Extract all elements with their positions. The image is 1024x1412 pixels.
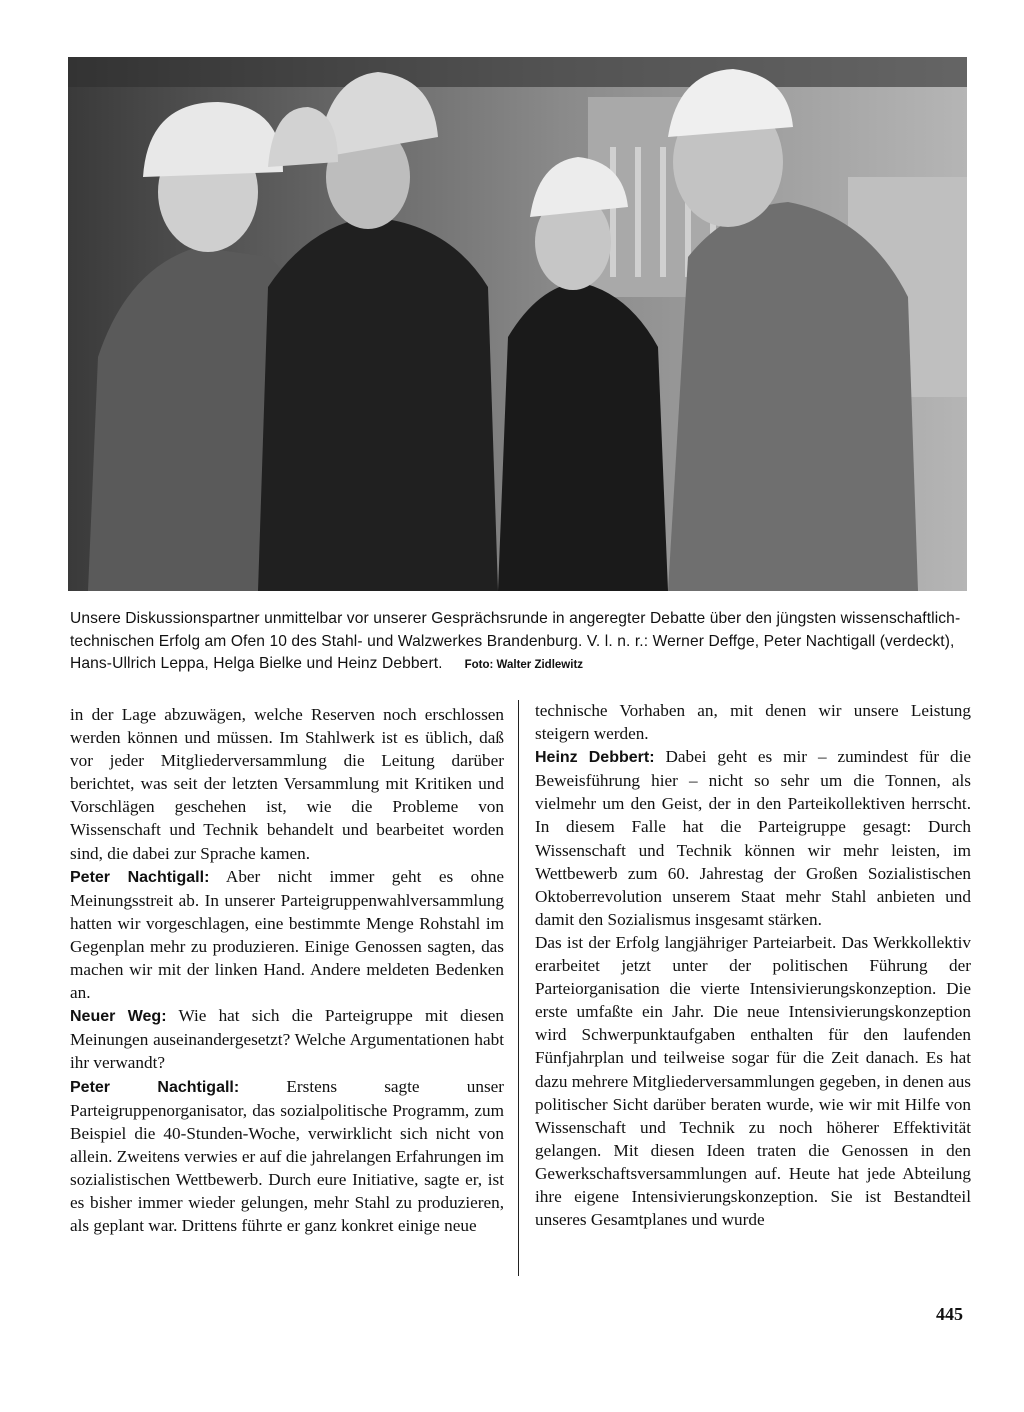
- paragraph-text: in der Lage abzuwägen, welche Reserven noch erschlossen werden können und müssen. Im Stahlwerk ist es üblich, daß vor jeder Mitgliederversammlung die Leitung darüber berichtet, was seit der letzten Versammlung mit Kritiken und Vorschlägen geschehen ist, wie die Probleme von Wissenschaft und Technik behandelt und bearbeitet worden sind, die dabei zur Sprache kamen.: [70, 705, 504, 863]
- paragraph-text: Aber nicht immer geht es ohne Meinungsstreit ab. In unserer Parteigruppenwahlversammlung hatten wir vorgeschlagen, eine bestimmte Menge Rohstahl im Gegenplan mehr zu produzieren. Einige Genossen sagten, das machen wir mit der linken Hand. Andere meldeten Bedenken an.: [70, 866, 504, 1003]
- page-number: 445: [936, 1304, 963, 1324]
- photo-credit: Foto: Walter Zidlewitz: [464, 659, 584, 671]
- paragraph: [70, 1004, 504, 1074]
- speaker-label: Neuer Weg:: [70, 1008, 167, 1026]
- paragraph-text: Erstens sagte unser Parteigruppenorganisator, das sozialpolitische Programm, zum Beispiel die 40-Stunden-Woche, verwirklicht sich nicht von allein. Zweitens verwies er auf die jahrelangen Erfahrungen im sozialistischen Wettbewerb. Durch eure Initiative, sagte er, ist es bisher immer wieder gelungen, mehr Stahl zu produzieren, als geplant war. Drittens führte er ganz konkret einige neue: [70, 1076, 504, 1236]
- speaker-label: Peter Nachtigall:: [70, 868, 210, 886]
- column-divider: [518, 700, 519, 1276]
- left-column: [70, 703, 504, 1237]
- paragraph: [70, 703, 504, 865]
- photo-icon: [68, 57, 967, 591]
- photo-caption: [70, 608, 970, 677]
- paragraph-text: Das ist der Erfolg langjähriger Parteiarbeit. Das Werkkollektiv erarbeitet jetzt unter der politischen Führung der Parteiorganisation die vierte Intensivierungskonzeption. Die erste umfaßte ein Jahr. Die neue Intensivierungskonzeption wird Schwerpunktaufgaben enthalten für den laufenden Fünfjahrplan und teilweise sogar für die Zeit danach. Es hat dazu mehrere Mitgliederversammlungen gegeben, in denen aus politischer Sicht darüber beraten wurde, wie wir mit Hilfe von Wissenschaft und Technik zu noch höherer Effektivität gelangen. Mit diesen Ideen traten die Genossen in den Gewerkschaftsversammlungen auf. Heute hat jede Abteilung ihre eigene Intensivierungskonzeption. Sie ist Bestandteil unseres Gesamtplanes und wurde: [535, 932, 971, 1230]
- paragraph-text: Dabei geht es mir – zumindest für die Beweisführung hier – nicht so sehr um die Tonnen, als vielmehr um den Geist, der in den Parteikollektiven herrscht. In diesem Falle hat die Parteigruppe gesagt: Durch Wissenschaft und Technik können wir mehr leisten, im Wettbewerb zum 60. Jahrestag der Großen Sozialistischen Oktoberrevolution unserem Staat mehr Stahl anbieten und damit den Sozialismus insgesamt stärken.: [535, 747, 971, 929]
- paragraph: [535, 745, 971, 931]
- paragraph: [70, 865, 504, 1005]
- paragraph: [70, 1075, 504, 1238]
- right-column: [535, 699, 971, 1231]
- speaker-label: Heinz Debbert:: [535, 749, 655, 767]
- caption-text: Unsere Diskussionspartner unmittelbar vor unserer Gesprächsrunde in angeregter Debatte über den jüngsten wissenschaftlich-technischen Erfolg am Ofen 10 des Stahl- und Walzwerkes Brandenburg. V. l. n. r.: Werner Deffge, Peter Nachtigall (verdeckt), Hans-Ullrich Leppa, Helga Bielke und Heinz Debbert.: [70, 610, 961, 672]
- article-photo: [68, 57, 967, 591]
- speaker-label: Peter Nachtigall:: [70, 1078, 240, 1096]
- paragraph: [535, 931, 971, 1231]
- paragraph: [535, 699, 971, 745]
- paragraph-text: Wie hat sich die Parteigruppe mit diesen Meinungen auseinandergesetzt? Welche Argumentationen habt ihr verwandt?: [70, 1006, 504, 1073]
- paragraph-text: technische Vorhaben an, mit denen wir unsere Leistung steigern werden.: [535, 701, 971, 744]
